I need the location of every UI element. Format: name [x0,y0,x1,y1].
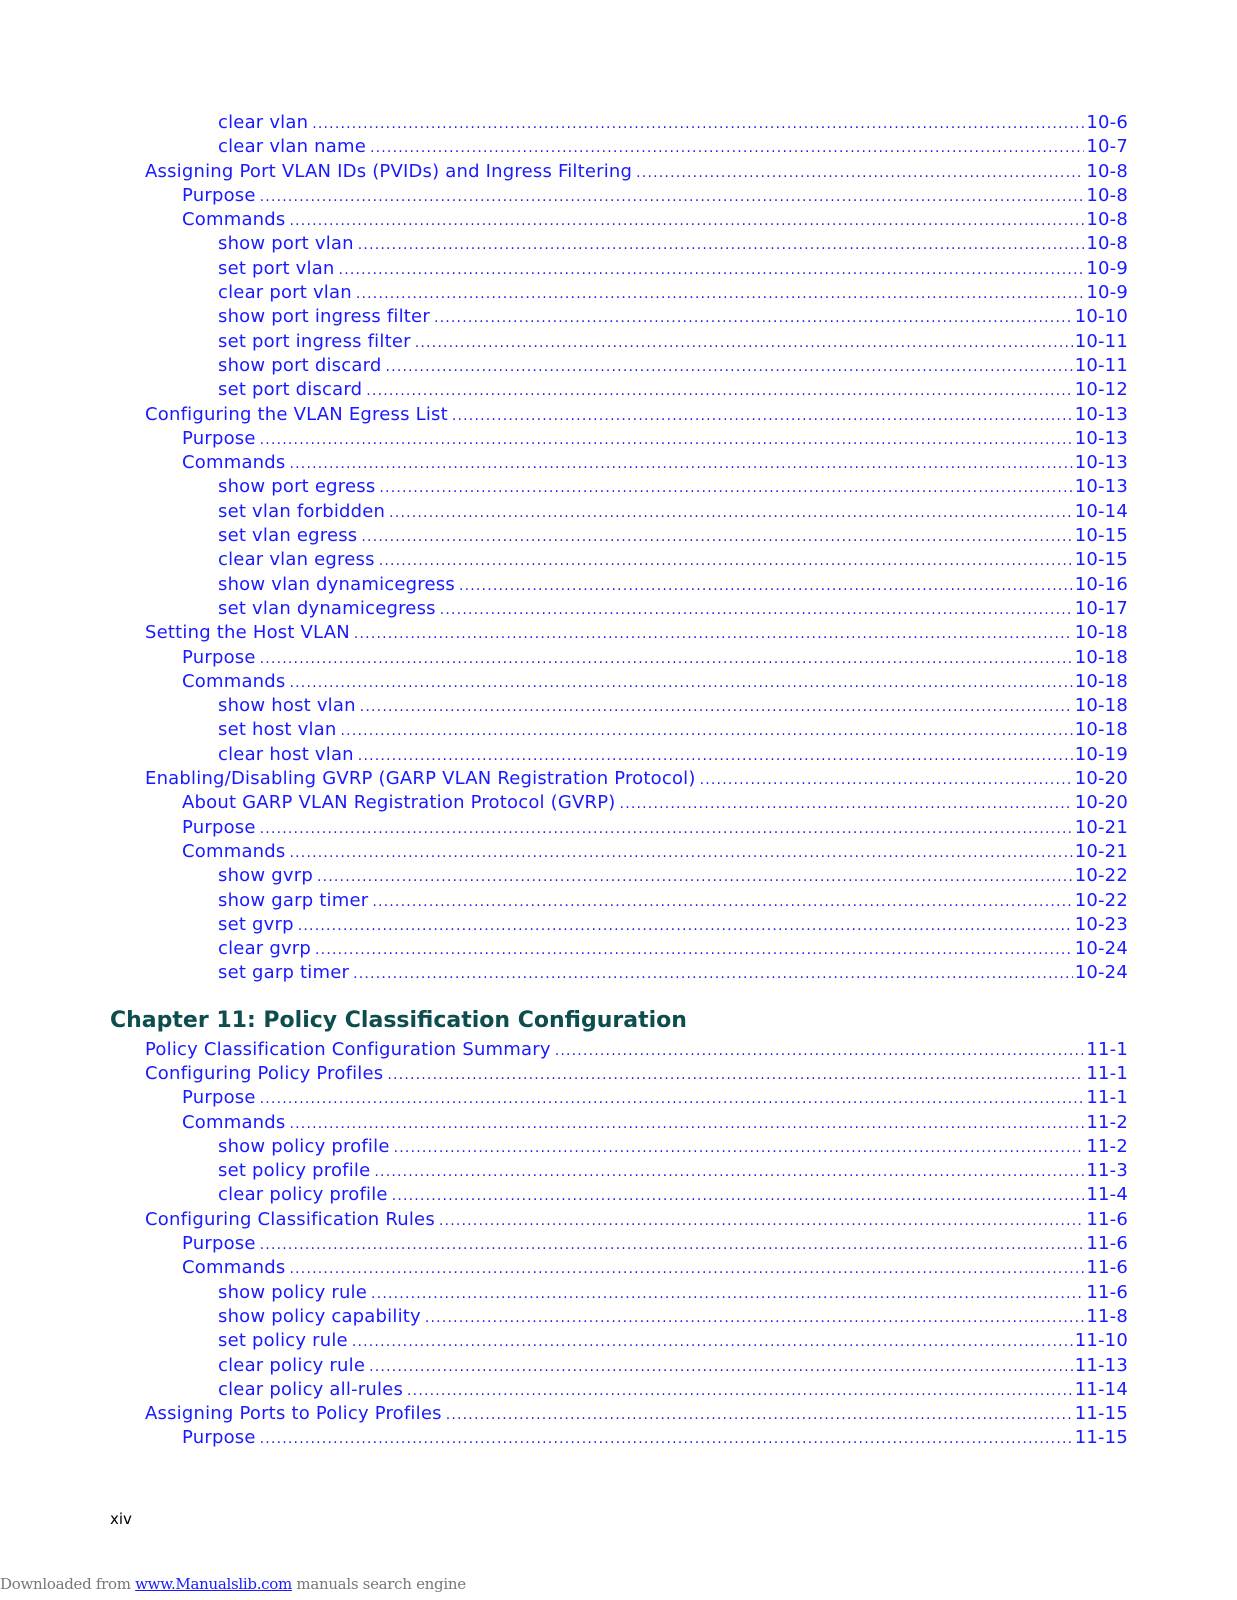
toc-entry-row [182,840,1128,865]
dot-leader [260,1087,1085,1111]
toc-entry-label[interactable]: set port vlan [218,257,335,279]
toc-entry-label[interactable]: Configuring the VLAN Egress List [145,403,448,425]
dot-leader [370,136,1084,160]
toc-entry-page[interactable]: 10-16 [1074,573,1128,595]
toc-entry-label[interactable]: Setting the Host VLAN [145,622,350,644]
toc-entry[interactable] [182,670,1237,694]
toc-entry-label[interactable]: set port ingress filter [218,330,411,352]
toc-entry[interactable] [218,1305,1237,1329]
footer-prefix: Downloaded from [0,1575,136,1593]
toc-entry-label[interactable]: Assigning Port VLAN IDs (PVIDs) and Ingress Filtering [145,160,633,182]
toc-entry[interactable] [218,913,1237,937]
toc-entry-row [218,281,1128,306]
toc-entry-page[interactable]: 10-23 [1074,913,1128,935]
toc-entry-page[interactable]: 11-6 [1086,1257,1128,1279]
toc-entry-row [218,1183,1128,1208]
toc-entry-page[interactable]: 11-15 [1074,1427,1128,1449]
toc-entry-label[interactable]: Commands [182,209,286,231]
toc-entry-page[interactable]: 11-13 [1074,1354,1128,1376]
footer-suffix: manuals search engine [291,1575,466,1593]
toc-entry[interactable] [218,1354,1237,1378]
dot-leader [700,768,1073,792]
toc-entry[interactable] [182,1256,1237,1280]
dot-leader [374,1160,1084,1184]
toc-entry-label[interactable]: Commands [182,452,286,474]
download-footer [0,1575,466,1593]
toc-entry-page[interactable]: 10-13 [1074,476,1128,498]
toc-entry[interactable] [218,305,1237,329]
dot-leader [439,1209,1084,1233]
manualslib-link[interactable]: www.Manualslib.com [135,1575,292,1593]
dot-leader [290,1257,1085,1281]
toc-entry-page[interactable]: 11-6 [1086,1281,1128,1303]
toc-entry-label[interactable]: Purpose [182,1233,256,1255]
toc-entry-row [182,646,1128,671]
dot-leader [415,331,1073,355]
toc-entry-row [218,864,1128,889]
toc-entry-page[interactable]: 10-12 [1074,379,1128,401]
toc-entry-row [218,475,1128,500]
toc-entry-row [145,160,1128,185]
dot-leader [358,744,1073,768]
dot-leader [379,549,1073,573]
toc-entry-label[interactable]: clear vlan egress [218,549,375,571]
toc-entry-row [218,524,1128,549]
dot-leader [260,428,1073,452]
toc-entry-row [218,1378,1128,1403]
toc-entry-row [218,694,1128,719]
toc-entry-label[interactable]: clear port vlan [218,282,352,304]
dot-leader [360,695,1073,719]
toc-entry-page[interactable]: 10-13 [1074,427,1128,449]
dot-leader [366,379,1072,403]
toc-entry[interactable] [182,208,1237,232]
toc-entry-label[interactable]: show port vlan [218,233,354,255]
toc-entry-page[interactable]: 10-9 [1086,257,1128,279]
toc-entry-row [218,718,1128,743]
toc-entry[interactable] [182,840,1237,864]
toc-entry-page[interactable]: 10-18 [1074,670,1128,692]
toc-entry-row [218,1354,1128,1379]
dot-leader [361,525,1072,549]
dot-leader [341,719,1073,743]
toc-entry-page[interactable]: 10-14 [1074,500,1128,522]
toc-entry[interactable] [218,718,1237,742]
toc-entry-page[interactable]: 10-6 [1086,112,1128,133]
toc-entry-page[interactable]: 10-21 [1074,816,1128,838]
toc-entry-row [182,791,1128,816]
toc-entry[interactable] [218,1135,1237,1159]
dot-leader [358,233,1085,257]
toc-entry-label[interactable]: show policy capability [218,1305,421,1327]
dot-leader [290,1112,1085,1136]
toc-entry-label[interactable]: Purpose [182,646,256,668]
toc-entry-label[interactable]: Purpose [182,184,256,206]
toc-entry-page[interactable]: 10-15 [1074,549,1128,571]
toc-entry-row [218,937,1128,962]
dot-leader [260,817,1073,841]
toc-entry[interactable] [182,791,1237,815]
toc-entry[interactable] [182,1086,1237,1110]
dot-leader [555,1039,1085,1063]
toc-entry-page[interactable]: 11-10 [1074,1330,1128,1352]
toc-entry-label[interactable]: set vlan egress [218,525,358,547]
dot-leader [260,647,1073,671]
dot-leader [290,452,1073,476]
toc-entry[interactable] [218,961,1237,985]
toc-entry-label[interactable]: Configuring Policy Profiles [145,1062,384,1084]
toc-entry[interactable] [145,1038,1237,1062]
dot-leader [312,112,1084,136]
toc-entry-label[interactable]: clear host vlan [218,743,354,765]
dot-leader [434,306,1073,330]
dot-leader [407,1379,1073,1403]
toc-entry-page[interactable]: 10-20 [1074,792,1128,814]
toc-entry[interactable] [218,257,1237,281]
toc-entry-label[interactable]: set port discard [218,379,363,401]
toc-entry-label[interactable]: Purpose [182,816,256,838]
page-number: xiv [110,1510,132,1528]
toc-entry-row [145,1208,1128,1233]
dot-leader [356,282,1085,306]
toc-entry[interactable] [218,573,1237,597]
toc-entry-label[interactable]: clear policy all-rules [218,1378,404,1400]
toc-entry-page[interactable]: 10-11 [1074,354,1128,376]
toc-entry[interactable] [145,621,1237,645]
toc-entry-label[interactable]: set policy rule [218,1330,348,1352]
dot-leader [459,574,1073,598]
toc-entry[interactable] [182,646,1237,670]
toc-entry-label[interactable]: clear policy rule [218,1354,366,1376]
toc-entry[interactable] [218,1159,1237,1183]
toc-entry-page[interactable]: 10-8 [1086,209,1128,231]
toc-entry-page[interactable]: 10-8 [1086,160,1128,182]
toc-entry-label[interactable]: show host vlan [218,695,356,717]
toc-entry-label[interactable]: show policy profile [218,1135,390,1157]
toc-entry-row [182,1232,1128,1257]
toc-entry-label[interactable]: Commands [182,1111,286,1133]
toc-entry[interactable] [218,1378,1237,1402]
dot-leader [315,938,1073,962]
chapter-heading: Chapter 11: Policy Classification Configuration [110,1007,687,1033]
toc-entry-page[interactable]: 11-2 [1086,1111,1128,1133]
toc-entry-label[interactable]: Purpose [182,1087,256,1109]
toc-entry-page[interactable]: 10-18 [1074,622,1128,644]
dot-leader [392,1184,1085,1208]
toc-entry[interactable] [182,816,1237,840]
toc-entry-page[interactable]: 10-24 [1074,962,1128,984]
toc-entry-row [182,670,1128,695]
toc-entry-row [145,767,1128,792]
dot-leader [389,501,1073,525]
toc-entry[interactable] [218,1281,1237,1305]
toc-entry[interactable] [218,330,1237,354]
dot-leader [369,1355,1073,1379]
dot-leader [446,1403,1073,1427]
toc-entry[interactable] [218,500,1237,524]
toc-entry-page[interactable]: 11-3 [1086,1160,1128,1182]
toc-entry-row [145,1062,1128,1087]
toc-entry-label[interactable]: show garp timer [218,889,369,911]
dot-leader [372,890,1072,914]
toc-entry-page[interactable]: 10-18 [1074,719,1128,741]
toc-entry-label[interactable]: clear gvrp [218,938,312,960]
dot-leader [260,185,1085,209]
toc-entry-label[interactable]: Policy Classification Configuration Summary [145,1038,551,1060]
toc-entry-row [218,913,1128,938]
toc-entry-page[interactable]: 11-1 [1086,1087,1128,1109]
toc-entry-row [218,1135,1128,1160]
toc-entry-page[interactable]: 10-10 [1074,306,1128,328]
dot-leader [425,1306,1084,1330]
toc-entry-page[interactable]: 11-14 [1074,1378,1128,1400]
toc-entry[interactable] [218,1183,1237,1207]
toc-entry[interactable] [182,1426,1237,1450]
toc-entry-page[interactable]: 10-8 [1086,184,1128,206]
toc-entry-row [218,257,1128,282]
toc-entry-label[interactable]: show gvrp [218,865,313,887]
toc-entry-page[interactable]: 10-22 [1074,889,1128,911]
toc-entry-page[interactable]: 10-19 [1074,743,1128,765]
toc-entry[interactable] [218,597,1237,621]
toc-entry-label[interactable]: show policy rule [218,1281,368,1303]
toc-entry-row [182,816,1128,841]
dot-leader [298,914,1073,938]
toc-entry-page[interactable]: 11-15 [1074,1403,1128,1425]
toc-entry-row [218,1281,1128,1306]
dot-leader [290,841,1073,865]
toc-entry-row [218,378,1128,403]
toc-entry-row [182,1426,1128,1451]
toc-entry-label[interactable]: About GARP VLAN Registration Protocol (GVRP) [182,792,616,814]
dot-leader [387,1063,1084,1087]
toc-entry-row [218,330,1128,355]
dot-leader [636,161,1084,185]
toc-entry-page[interactable]: 10-7 [1086,136,1128,158]
dot-leader [386,355,1073,379]
toc-entry-row [218,354,1128,379]
toc-entry-label[interactable]: Commands [182,840,286,862]
toc-entry-label[interactable]: clear vlan [218,112,309,133]
dot-leader [352,1330,1073,1354]
toc-entry-label[interactable]: Assigning Ports to Policy Profiles [145,1403,442,1425]
toc-entry[interactable] [182,427,1237,451]
toc-entry-label[interactable]: set vlan dynamicegress [218,597,436,619]
toc-entry-row [218,743,1128,768]
toc-entry-page[interactable]: 10-15 [1074,525,1128,547]
toc-entry-row [218,305,1128,330]
toc-entry-row [218,889,1128,914]
toc-entry-label[interactable]: Commands [182,1257,286,1279]
dot-leader [260,1233,1085,1257]
toc-entry-label[interactable]: clear policy profile [218,1184,388,1206]
toc-entry-page[interactable]: 10-18 [1074,646,1128,668]
toc-section-chapter-11 [0,1038,1237,1451]
toc-entry[interactable] [218,135,1237,159]
toc-entry[interactable] [218,111,1237,135]
toc-entry-page[interactable]: 11-8 [1086,1305,1128,1327]
dot-leader [290,671,1073,695]
toc-entry-label[interactable]: clear vlan name [218,136,366,158]
toc-entry-row [145,403,1128,428]
toc-entry-page[interactable]: 11-6 [1086,1233,1128,1255]
toc-entry-page[interactable]: 10-24 [1074,938,1128,960]
toc-entry[interactable] [145,403,1237,427]
dot-leader [354,622,1073,646]
dot-leader [339,258,1085,282]
toc-entry-page[interactable]: 11-2 [1086,1135,1128,1157]
toc-entry-page[interactable]: 11-6 [1086,1208,1128,1230]
toc-entry[interactable] [218,378,1237,402]
dot-leader [394,1136,1085,1160]
toc-entry-row [218,135,1128,160]
dot-leader [290,209,1085,233]
toc-entry[interactable] [218,475,1237,499]
toc-entry-page[interactable]: 10-13 [1074,452,1128,474]
dot-leader [379,476,1072,500]
dot-leader [452,404,1073,428]
toc-entry-page[interactable]: 10-8 [1086,233,1128,255]
toc-entry-row [182,1256,1128,1281]
toc-entry-row [145,621,1128,646]
dot-leader [317,865,1073,889]
toc-entry-label[interactable]: set vlan forbidden [218,500,386,522]
toc-entry[interactable] [218,524,1237,548]
toc-entry-label[interactable]: Purpose [182,427,256,449]
dot-leader [440,598,1073,622]
toc-entry-page[interactable]: 10-22 [1074,865,1128,887]
toc-entry-label[interactable]: show port ingress filter [218,306,430,328]
toc-entry-label[interactable]: set host vlan [218,719,337,741]
toc-entry-label[interactable]: set policy profile [218,1160,371,1182]
toc-section-chapter-10 [0,111,1237,986]
toc-entry-label[interactable]: Purpose [182,1427,256,1449]
toc-entry-row [218,111,1128,136]
toc-entry-row [145,1038,1128,1063]
toc-entry-row [218,961,1128,986]
toc-entry[interactable] [218,864,1237,888]
toc-entry-label[interactable]: show port discard [218,354,382,376]
toc-entry-row [182,208,1128,233]
dot-leader [353,962,1073,986]
toc-entry-page[interactable]: 10-17 [1074,597,1128,619]
toc-entry-row [218,232,1128,257]
toc-entry-label[interactable]: show vlan dynamicegress [218,573,455,595]
toc-entry-row [218,1305,1128,1330]
toc-entry-page[interactable]: 10-9 [1086,282,1128,304]
toc-entry[interactable] [182,451,1237,475]
toc-entry-page[interactable]: 11-1 [1086,1038,1128,1060]
toc-entry-row [218,1329,1128,1354]
toc-entry-page[interactable]: 10-13 [1074,403,1128,425]
toc-entry[interactable] [218,354,1237,378]
toc-entry[interactable] [218,281,1237,305]
dot-leader [260,1427,1073,1451]
toc-entry[interactable] [218,937,1237,961]
table-of-contents [0,111,1237,1451]
toc-entry-page[interactable]: 10-11 [1074,330,1128,352]
toc-entry[interactable] [218,232,1237,256]
toc-entry-row [145,1402,1128,1427]
toc-entry-page[interactable]: 10-18 [1074,695,1128,717]
toc-entry-row [218,1159,1128,1184]
toc-entry-page[interactable]: 10-20 [1074,768,1128,790]
toc-entry[interactable] [145,1062,1237,1086]
toc-entry-row [218,548,1128,573]
toc-entry[interactable] [218,694,1237,718]
toc-entry[interactable] [218,548,1237,572]
toc-entry[interactable] [145,160,1237,184]
toc-entry-row [182,1086,1128,1111]
toc-entry[interactable] [145,767,1237,791]
toc-entry-row [218,500,1128,525]
toc-entry-row [182,451,1128,476]
dot-leader [371,1282,1084,1306]
toc-entry[interactable] [182,1232,1237,1256]
toc-entry[interactable] [145,1402,1237,1426]
toc-entry-label[interactable]: set garp timer [218,962,350,984]
toc-entry[interactable] [218,889,1237,913]
toc-entry[interactable] [218,743,1237,767]
toc-entry[interactable] [218,1329,1237,1353]
toc-entry-page[interactable]: 11-4 [1086,1184,1128,1206]
toc-entry-row [182,184,1128,209]
toc-entry-label[interactable]: Enabling/Disabling GVRP (GARP VLAN Registration Protocol) [145,768,696,790]
toc-entry[interactable] [145,1208,1237,1232]
toc-entry-label[interactable]: show port egress [218,476,376,498]
toc-entry[interactable] [182,1111,1237,1135]
dot-leader [620,792,1073,816]
toc-entry-page[interactable]: 10-21 [1074,840,1128,862]
toc-entry-label[interactable]: Commands [182,670,286,692]
toc-entry[interactable] [182,184,1237,208]
toc-entry-row [182,1111,1128,1136]
toc-entry-page[interactable]: 11-1 [1086,1062,1128,1084]
toc-entry-row [218,573,1128,598]
toc-entry-label[interactable]: set gvrp [218,913,294,935]
toc-entry-row [182,427,1128,452]
toc-entry-label[interactable]: Configuring Classification Rules [145,1208,435,1230]
toc-entry-row [218,597,1128,622]
